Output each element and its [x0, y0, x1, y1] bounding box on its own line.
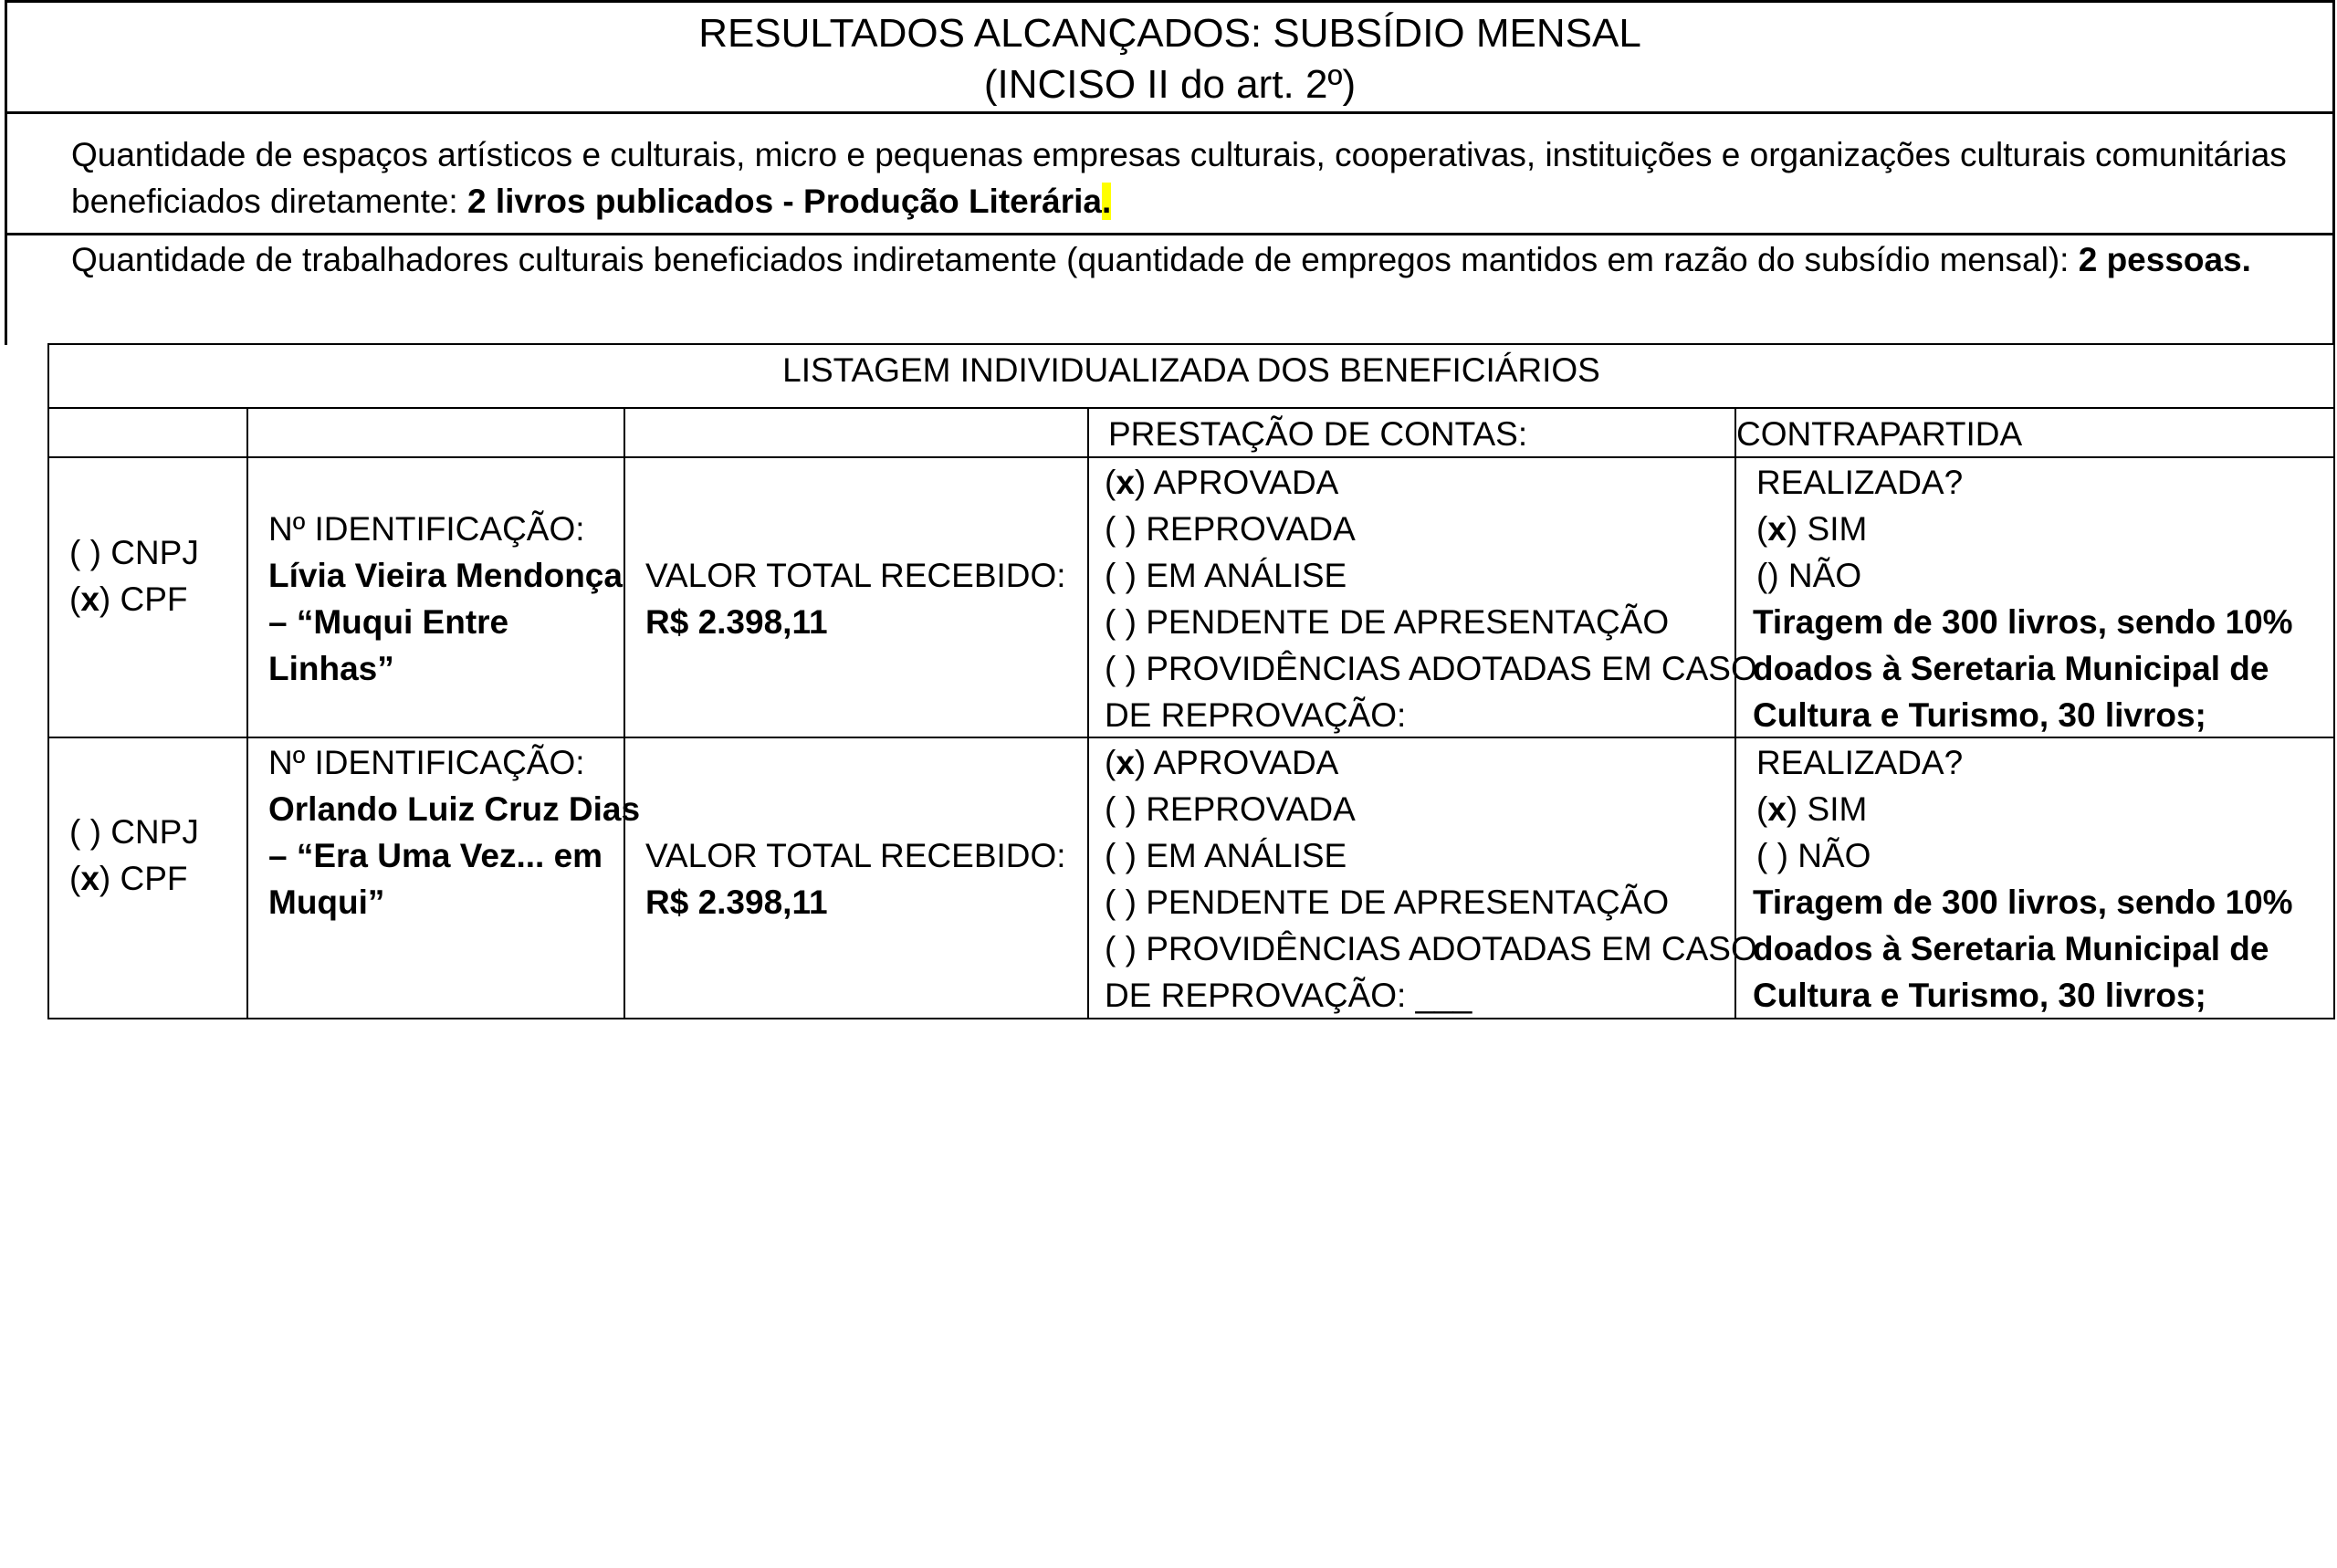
beneficiary-name-line3: Muqui”: [268, 883, 385, 921]
direct-highlight-mark: .: [1101, 183, 1112, 220]
contrapartida-line1: Tiragem de 300 livros, sendo 10%: [1753, 603, 2293, 641]
beneficiary-name-line1: Lívia Vieira Mendonça: [268, 557, 623, 594]
contrapartida-line1: Tiragem de 300 livros, sendo 10%: [1753, 883, 2293, 921]
valor-label: VALOR TOTAL RECEBIDO:: [645, 837, 1066, 874]
valor-label: VALOR TOTAL RECEBIDO:: [645, 557, 1066, 594]
prestacao-aprovada: (x) APROVADA: [1105, 464, 1339, 501]
prestacao-pendente: ( ) PENDENTE DE APRESENTAÇÃO: [1105, 603, 1670, 641]
prestacao-reprovada: ( ) REPROVADA: [1105, 510, 1356, 548]
realizada-label: REALIZADA?: [1756, 464, 1964, 501]
column-header-contrapartida: CONTRAPARTIDA: [1736, 415, 2023, 453]
indirect-beneficiaries: [71, 236, 2251, 283]
prestacao-providencias-cont: DE REPROVAÇÃO: ___: [1105, 977, 1472, 1014]
cpf-option: (x) CPF: [69, 860, 188, 897]
direct-label: beneficiados diretamente:: [71, 183, 467, 220]
page-subtitle: (INCISO II do art. 2º): [983, 62, 1357, 107]
contrapartida-line3: Cultura e Turismo, 30 livros;: [1753, 977, 2206, 1014]
prestacao-providencias: ( ) PROVIDÊNCIAS ADOTADAS EM CASO: [1105, 650, 1757, 687]
cpf-check-mark: x: [80, 860, 100, 897]
realizada-nao: ( ) NÃO: [1756, 837, 1871, 874]
beneficiary-name-line2: – “Era Uma Vez... em: [268, 837, 603, 874]
beneficiary-name-line1: Orlando Luiz Cruz Dias: [268, 790, 641, 828]
cpf-option: (x) CPF: [69, 580, 188, 618]
prestacao-providencias: ( ) PROVIDÊNCIAS ADOTADAS EM CASO: [1105, 930, 1757, 967]
prestacao-em-analise: ( ) EM ANÁLISE: [1105, 837, 1347, 874]
page-title: RESULTADOS ALCANÇADOS: SUBSÍDIO MENSAL: [698, 11, 1641, 56]
valor-value: R$ 2.398,11: [645, 603, 828, 641]
prestacao-em-analise: ( ) EM ANÁLISE: [1105, 557, 1347, 594]
cnpj-option: ( ) CNPJ: [69, 534, 199, 571]
realizada-sim: (x) SIM: [1756, 510, 1868, 548]
prestacao-reprovada: ( ) REPROVADA: [1105, 790, 1356, 828]
id-label: Nº IDENTIFICAÇÃO:: [268, 744, 585, 781]
realizada-label: REALIZADA?: [1756, 744, 1964, 781]
list-title: LISTAGEM INDIVIDUALIZADA DOS BENEFICIÁRIOS: [782, 351, 1600, 389]
valor-value: R$ 2.398,11: [645, 883, 828, 921]
cpf-check-mark: x: [80, 580, 100, 618]
cnpj-option: ( ) CNPJ: [69, 813, 199, 851]
prestacao-pendente: ( ) PENDENTE DE APRESENTAÇÃO: [1105, 883, 1670, 921]
beneficiary-name-line2: – “Muqui Entre: [268, 603, 509, 641]
aprovada-check-mark: x: [1116, 464, 1135, 501]
sim-check-mark: x: [1767, 510, 1787, 548]
beneficiary-name-line3: Linhas”: [268, 650, 394, 687]
contrapartida-line2: doados à Seretaria Municipal de: [1753, 650, 2269, 687]
indirect-value: 2 pessoas.: [2078, 241, 2251, 278]
aprovada-check-mark: x: [1116, 744, 1135, 781]
realizada-sim: (x) SIM: [1756, 790, 1868, 828]
indirect-label: Quantidade de trabalhadores culturais beneficiados indiretamente (quantidade de empregos mantidos em razão do subsídio mensal):: [71, 241, 2079, 278]
sim-check-mark: x: [1767, 790, 1787, 828]
direct-value: 2 livros publicados - Produção Literária: [467, 183, 1102, 220]
prestacao-aprovada: (x) APROVADA: [1105, 744, 1339, 781]
direct-beneficiaries-line2: [71, 178, 1111, 225]
column-header-prestacao: PRESTAÇÃO DE CONTAS:: [1108, 415, 1528, 453]
direct-beneficiaries-line1: Quantidade de espaços artísticos e culturais, micro e pequenas empresas culturais, cooperativas, instituições e organizações culturais comunitárias: [71, 136, 2287, 173]
realizada-nao: () NÃO: [1756, 557, 1862, 594]
prestacao-providencias-cont: DE REPROVAÇÃO:: [1105, 696, 1407, 734]
contrapartida-line2: doados à Seretaria Municipal de: [1753, 930, 2269, 967]
contrapartida-line3: Cultura e Turismo, 30 livros;: [1753, 696, 2206, 734]
id-label: Nº IDENTIFICAÇÃO:: [268, 510, 585, 548]
